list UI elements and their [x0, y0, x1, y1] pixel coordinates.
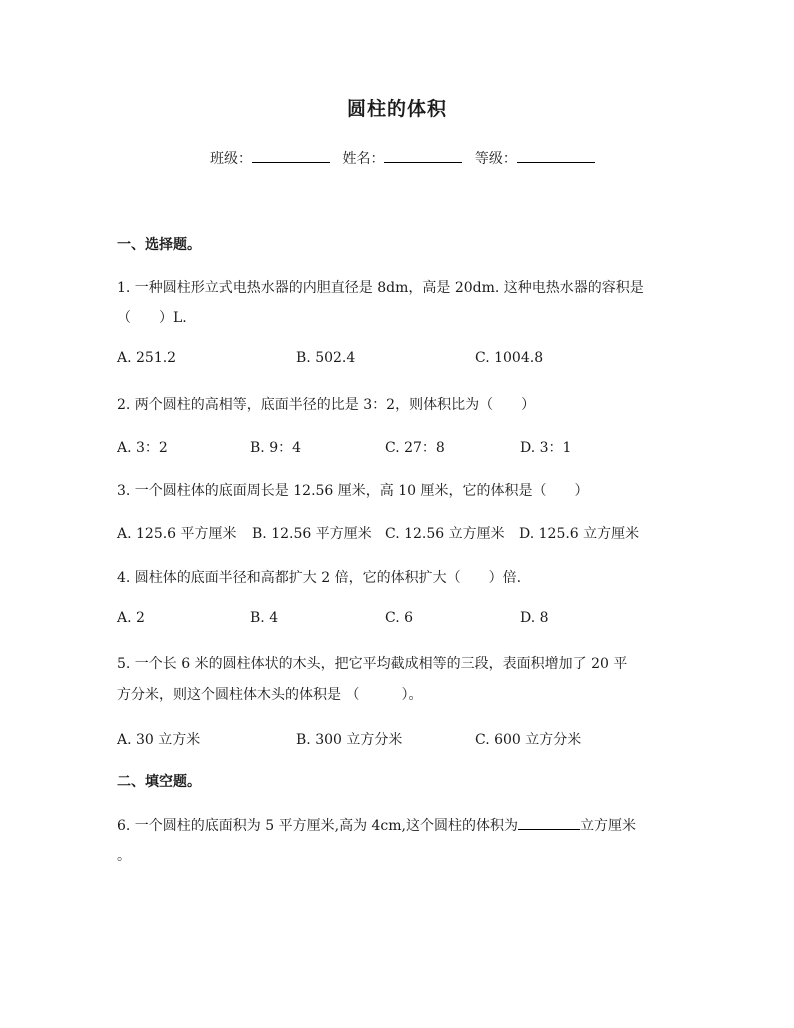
- question-5-option-c[interactable]: C. 600 立方分米: [475, 732, 582, 748]
- question-6-text: 6. 一个圆柱的底面积为 5 平方厘米,高为 4cm,这个圆柱的体积为: [117, 818, 518, 834]
- question-1-line-2: （ ）L.: [117, 310, 187, 326]
- name-blank[interactable]: [384, 148, 462, 163]
- question-1-option-c[interactable]: C. 1004.8: [475, 350, 544, 366]
- question-2-text: 2. 两个圆柱的高相等，底面半径的比是 3：2，则体积比为（ ）: [117, 397, 536, 413]
- question-6-line-1: [117, 815, 636, 835]
- question-4-option-c[interactable]: C. 6: [385, 610, 414, 626]
- question-2-option-b[interactable]: B. 9：4: [250, 440, 302, 456]
- question-3-option-b[interactable]: B. 12.56 平方厘米: [252, 526, 372, 542]
- question-5-option-b[interactable]: B. 300 立方分米: [296, 732, 403, 748]
- question-3-text: 3. 一个圆柱体的底面周长是 12.56 厘米，高 10 厘米，它的体积是（ ）: [117, 483, 589, 499]
- name-label: 姓名：: [342, 151, 385, 167]
- section-heading-choice: 一、选择题。: [117, 237, 201, 253]
- question-5-option-a[interactable]: A. 30 立方米: [117, 732, 201, 748]
- question-3-option-a[interactable]: A. 125.6 平方厘米: [117, 526, 237, 542]
- section-heading-fill: 二、填空题。: [117, 774, 201, 790]
- question-6-unit: 立方厘米: [580, 818, 636, 834]
- class-blank[interactable]: [252, 148, 330, 163]
- question-4-text: 4. 圆柱体的底面半径和高都扩大 2 倍，它的体积扩大（ ）倍.: [117, 570, 522, 586]
- question-6-answer-blank[interactable]: [518, 815, 580, 830]
- question-4-option-d[interactable]: D. 8: [520, 610, 549, 626]
- grade-blank[interactable]: [517, 148, 595, 163]
- question-5-line-2: 方分米，则这个圆柱体木头的体积是 （ ）。: [117, 687, 423, 703]
- question-3-option-d[interactable]: D. 125.6 立方厘米: [519, 526, 640, 542]
- question-4-option-a[interactable]: A. 2: [117, 610, 145, 626]
- question-2-option-d[interactable]: D. 3：1: [520, 440, 572, 456]
- page-title: 圆柱的体积: [346, 98, 447, 120]
- question-5-line-1: 5. 一个长 6 米的圆柱体状的木头，把它平均截成相等的三段，表面积增加了 20 平: [117, 656, 628, 672]
- question-1-option-b[interactable]: B. 502.4: [296, 350, 356, 366]
- question-1-line-1: 1. 一种圆柱形立式电热水器的内胆直径是 8dm，高是 20dm. 这种电热水器的容积是: [117, 280, 644, 296]
- question-2-option-a[interactable]: A. 3：2: [117, 440, 168, 456]
- question-3-option-c[interactable]: C. 12.56 立方厘米: [385, 526, 505, 542]
- question-1-option-a[interactable]: A. 251.2: [117, 350, 177, 366]
- grade-label: 等级：: [474, 151, 517, 167]
- question-2-option-c[interactable]: C. 27：8: [385, 440, 445, 456]
- class-label: 班级：: [210, 151, 252, 167]
- question-4-option-b[interactable]: B. 4: [250, 610, 279, 626]
- question-6-line-2: 。: [117, 848, 131, 864]
- student-info-row: [210, 148, 603, 168]
